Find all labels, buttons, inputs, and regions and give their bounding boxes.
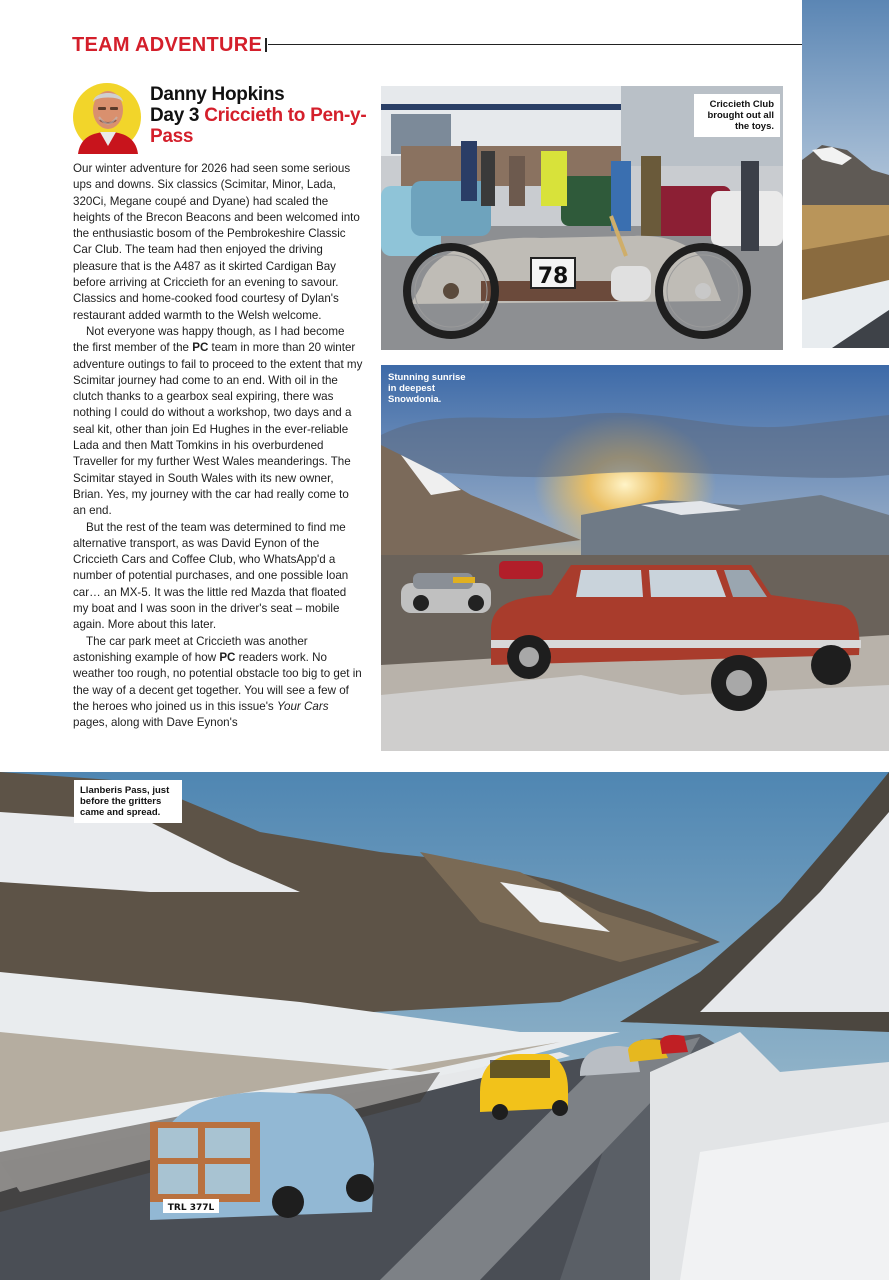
magazine-abbrev: PC: [192, 341, 209, 355]
day-label: Day 3: [150, 105, 200, 126]
magazine-abbrev: PC: [219, 650, 236, 664]
body-paragraph: Not everyone was happy though, as I had become the first member of the PC team in more than 20 winter adventure outings to fail to proceed to the extent that my Scimitar journey had come to an end. With oil in the clutch thanks to a gearbox seal expiring, there was nothing I could do without a workshop, two days and a seal kit, other than join Ed Hughes in the ever-reliable Lada and then Matt Tomkins in his overburdened Traveller for my further West Wales meanderings. The Scimitar stayed in South Wales with its new owner, Brian. Yes, my journey with the car had really come to an end.: [73, 324, 363, 518]
section-rule: [268, 44, 802, 45]
caption-sunrise: Stunning sunrise in deepest Snowdonia.: [388, 372, 466, 405]
author-name: Danny Hopkins: [150, 84, 285, 105]
section-reference: Your Cars: [276, 699, 329, 713]
section-header: [72, 33, 262, 57]
body-paragraph: But the rest of the team was determined to find me alternative transport, as was David Eynon of the Criccieth Cars and Coffee Club, who WhatsApp'd a number of potential purchases, and one possible loan car… an MX-5. It was the little red Mazda that floated my boat and I was soon in the driver's seat – mobile again. More about this later.: [73, 520, 349, 632]
minor-number-plate: TRL 377L: [167, 1203, 215, 1213]
photo-llanberis-pass: [0, 772, 889, 1280]
article-body: [73, 161, 363, 731]
photo-snowdonia-sunrise: [381, 365, 889, 751]
edge-photo-mountain: [802, 0, 889, 348]
body-paragraph: The car park meet at Criccieth was another astonishing example of how PC readers work. No weather too rough, no potential obstacle too big to get in the way of a decent get together. You will see a few of the heroes who joined us in this issue's Your Cars pages, along with Dave Eynon's: [73, 634, 362, 730]
section-title: TEAM ADVENTURE: [72, 33, 263, 56]
caption-llanberis: Llanberis Pass, just before the gritters came and spread.: [74, 780, 182, 823]
article-headline: [150, 84, 370, 147]
route-title: Criccieth to Pen-y-Pass: [150, 105, 367, 147]
body-paragraph: Our winter adventure for 2026 had seen some serious ups and downs. Six classics (Scimitar, Minor, Lada, 320Ci, Megane coupé and Dyane) had scaled the heights of the Brecon Beacons and been welcomed into the enthusiastic bosom of the Pembrokeshire Classic Car Club. The team had then enjoyed the driving pleasure that is the A487 as it skirted Cardigan Bay before arriving at Criccieth for an evening to savour. Classics and home-cooked food courtesy of Dylan's restaurant added warmth to the Welsh welcome.: [73, 162, 360, 322]
section-rule-tick: [265, 38, 267, 52]
caption-criccieth: Criccieth Club brought out all the toys.: [694, 94, 780, 137]
author-avatar: [72, 72, 144, 154]
race-number: 78: [537, 264, 569, 289]
